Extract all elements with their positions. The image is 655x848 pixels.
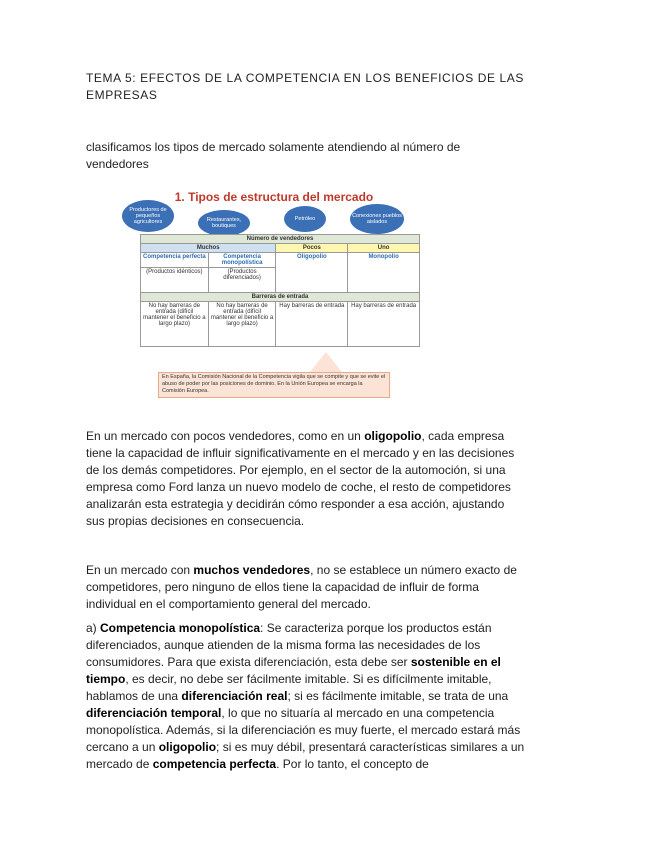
bold-term: diferenciación real <box>181 689 288 703</box>
cell-barreras-1: No hay barreras de entrada (difícil mantener el beneficio a largo plazo) <box>141 302 209 347</box>
bold-term: competencia perfecta <box>152 757 277 771</box>
bold-term: sostenible en el tiempo <box>86 655 501 686</box>
bubble-restaurantes: Restaurantes, boutiques <box>198 210 250 236</box>
text: . Por lo tanto, el concepto de <box>276 757 429 771</box>
bold-term: muchos vendedores <box>193 563 311 577</box>
paragraph-competencia-monopolistica <box>86 620 526 773</box>
cell-competencia-perfecta: Competencia perfecta <box>141 253 209 268</box>
text: ; si es muy débil, presentará características similares a un mercado de <box>86 740 525 771</box>
cell-monopolio: Monopolio <box>348 253 420 293</box>
text: , es decir, no debe ser fácilmente imitable. Si es difícilmente imitable, hablamos de una <box>86 672 492 703</box>
callout-box: En España, la Comisión Nacional de la Competencia vigila que se compite y que se evite el abuso de poder por las posiciones de dominio. En la Unión Europea se encarga la Comisión Europea. <box>158 372 390 398</box>
intro-text: clasificamos los tipos de mercado solamente atendiendo al número de vendedores <box>86 140 461 171</box>
text: En un mercado con pocos vendedores, como en un <box>86 429 365 443</box>
cell-productos-diferenciados: (Productos diferenciados) <box>208 268 276 293</box>
cell-productos-identicos: (Productos idénticos) <box>141 268 209 293</box>
bold-term: oligopolio <box>364 429 422 443</box>
bold-term: Competencia monopolística <box>100 621 261 635</box>
text: , lo que no situaría al mercado en una competencia monopolística. Además, si la diferenciación es muy fuerte, el mercado estará más cercano a un <box>86 706 521 754</box>
header-vendedores: Número de vendedores <box>141 235 420 244</box>
header-barreras: Barreras de entrada <box>141 293 420 302</box>
paragraph-oligopolio <box>86 428 526 530</box>
bubble-agricultores: Productores de pequeños agricultores <box>122 200 174 232</box>
figure-title: 1. Tipos de estructura del mercado <box>174 190 374 204</box>
cell-barreras-3: Hay barreras de entrada <box>276 302 348 347</box>
text: : Se caracteriza porque los productos están diferenciados, aunque atienden de la misma forma las necesidades de los consumidores. Para que exista diferenciación, esta debe ser <box>86 621 492 669</box>
bubble-petroleo: Petróleo <box>284 206 326 232</box>
page-title: TEMA 5: EFECTOS DE LA COMPETENCIA EN LOS BENEFICIOS DE LAS EMPRESAS <box>86 71 525 102</box>
paragraph-muchos-vendedores <box>86 562 526 613</box>
text: En un mercado con <box>86 563 194 577</box>
cell-competencia-monopolistica: Competencia monopolística <box>208 253 276 268</box>
callout-arrow <box>310 352 342 372</box>
bold-term: diferenciación temporal <box>86 706 222 720</box>
bold-term: oligopolio <box>158 740 217 754</box>
cell-oligopolio: Oligopolio <box>276 253 348 293</box>
market-structure-figure <box>124 176 424 398</box>
bubble-conexiones: Conexiones pueblos aislados <box>350 204 404 234</box>
col-uno: Uno <box>348 244 420 253</box>
cell-barreras-4: Hay barreras de entrada <box>348 302 420 347</box>
col-muchos: Muchos <box>141 244 276 253</box>
text: , no se establece un número exacto de competidores, pero ninguno de ellos tiene la capacidad de influir de forma individual en el comportamiento general del mercado. <box>86 563 517 611</box>
cell-barreras-2: No hay barreras de entrada (difícil mantener el beneficio a largo plazo) <box>208 302 276 347</box>
text: ; si es fácilmente imitable, se trata de una <box>287 689 509 703</box>
text: a) <box>86 621 101 635</box>
col-pocos: Pocos <box>276 244 348 253</box>
text: , cada empresa tiene la capacidad de influir significativamente en el mercado y en las decisiones de los demás competidores. Por ejemplo, en el sector de la automoción, si una empresa como Ford lanza un nuevo modelo de coche, el resto de competidores analizarán esta estrategia y decidirán cómo responder a esa acción, ajustando sus propias decisiones en consecuencia. <box>86 429 515 528</box>
market-table <box>140 234 420 347</box>
